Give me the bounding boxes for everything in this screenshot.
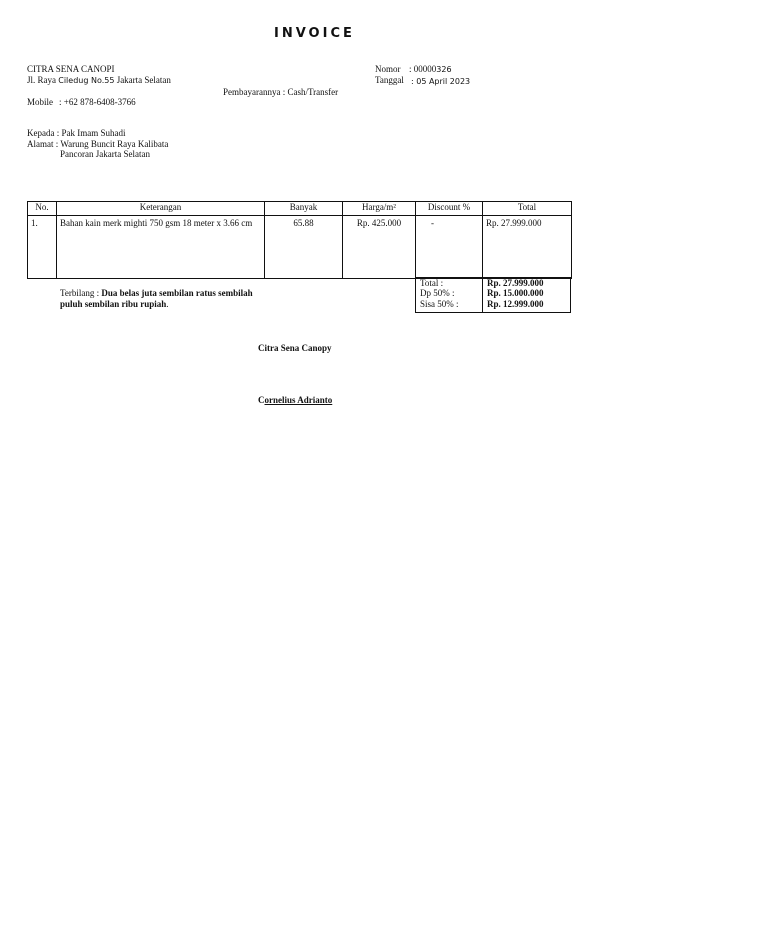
signature-name [258, 395, 332, 406]
sisa-value: Rp. 12.999.000 [487, 299, 544, 309]
address-street: Ciledug No.55 [58, 76, 115, 85]
recipient-address-1: Alamat : Warung Buncit Raya Kalibata [27, 139, 169, 149]
terbilang-text-2: puluh sembilan ribu rupiah [60, 299, 167, 309]
recipient-name: Kepada : Pak Imam Suhadi [27, 128, 126, 138]
cell-harga: Rp. 425.000 [343, 216, 416, 279]
nomor-prefix: : 00000 [409, 64, 437, 74]
header-banyak: Banyak [265, 202, 343, 216]
cell-banyak: 65.88 [265, 216, 343, 279]
signature-name-initial: C [258, 395, 265, 405]
recipient-address-2: Pancoran Jakarta Selatan [60, 149, 150, 159]
header-no: No. [28, 202, 57, 216]
cell-discount: - [416, 216, 483, 279]
address-prefix: Jl. Raya [27, 75, 56, 85]
header-discount: Discount % [416, 202, 483, 216]
invoice-title: INVOICE [274, 26, 355, 41]
address-city: Jakarta Selatan [116, 75, 171, 85]
cell-no: 1. [28, 216, 57, 279]
tanggal-value: : 05 April 2023 [411, 77, 471, 86]
cell-total: Rp. 27.999.000 [483, 216, 572, 279]
terbilang-label: Terbilang : [60, 288, 100, 298]
header-keterangan: Keterangan [57, 202, 265, 216]
nomor-value [409, 64, 452, 75]
dp-label: Dp 50% : [420, 288, 455, 298]
total-value: Rp. 27.999.000 [487, 278, 544, 288]
sisa-label: Sisa 50% : [420, 299, 459, 309]
tanggal-label: Tanggal [375, 75, 404, 85]
total-label: Total : [420, 278, 444, 288]
items-table [27, 201, 572, 279]
cell-keterangan: Bahan kain merk mighti 750 gsm 18 meter x 3.66 cm [57, 216, 265, 279]
signature-company: Citra Sena Canopy [258, 343, 332, 353]
table-header-row [28, 202, 572, 216]
company-name: CITRA SENA CANOPI [27, 64, 115, 74]
terbilang-text-1: Dua belas juta sembilan ratus sembilah [101, 288, 253, 298]
signature-name-rest: ornelius Adrianto [264, 395, 333, 405]
nomor-label: Nomor [375, 64, 401, 74]
payment-method: Pembayarannya : Cash/Transfer [223, 87, 339, 97]
terbilang-line-1 [60, 288, 253, 299]
mobile-label: Mobile [27, 97, 53, 107]
nomor-suffix: 326 [436, 65, 452, 74]
company-address [27, 75, 171, 86]
table-row [28, 216, 572, 279]
header-total: Total [483, 202, 572, 216]
terbilang-end: . [166, 299, 169, 309]
mobile-value: : +62 878-6408-3766 [59, 97, 136, 107]
terbilang-line-2 [60, 299, 169, 310]
header-harga: Harga/m² [343, 202, 416, 216]
dp-value: Rp. 15.000.000 [487, 288, 544, 298]
